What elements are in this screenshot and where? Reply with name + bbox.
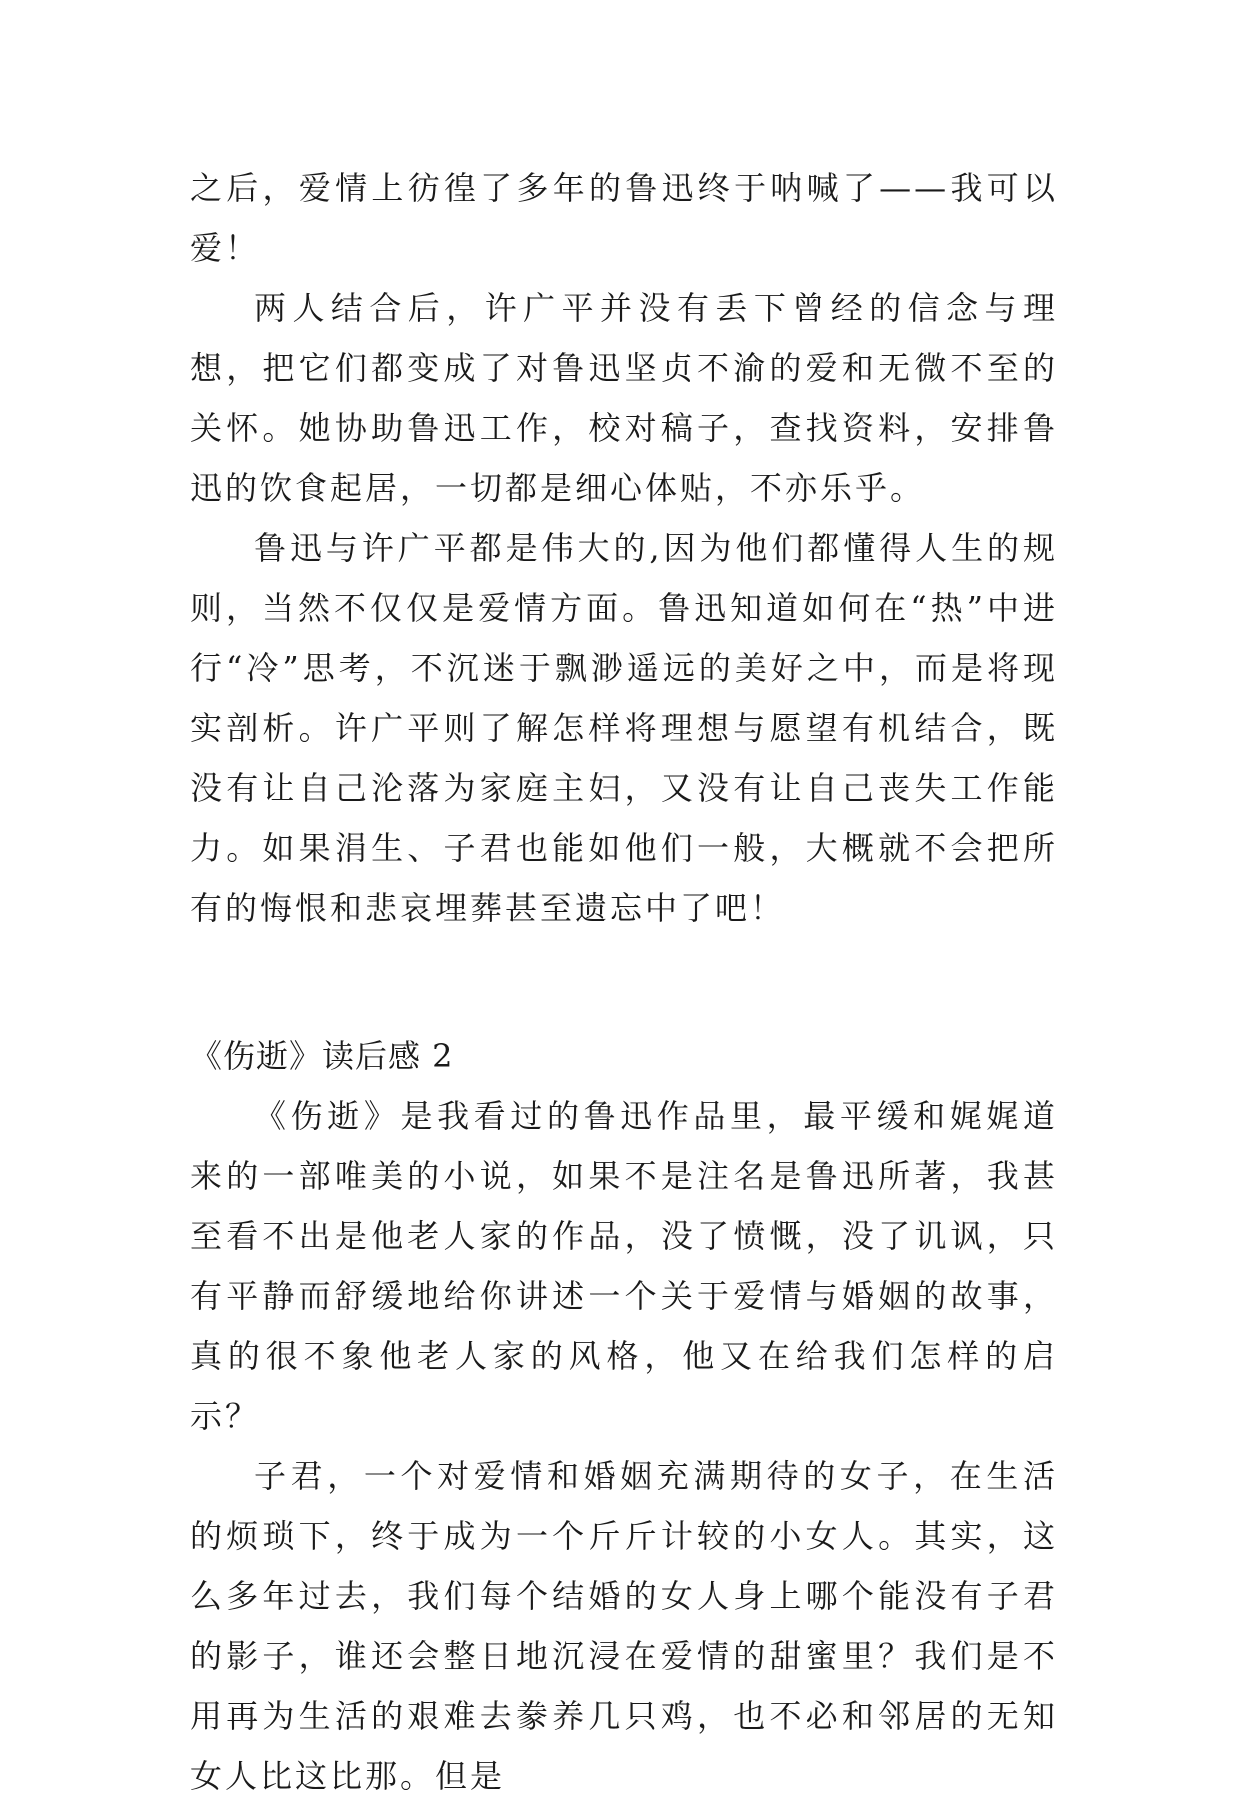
section-spacer bbox=[190, 938, 1058, 1026]
paragraph: 之后，爱情上彷徨了多年的鲁迅终于呐喊了——我可以爱！ bbox=[190, 169, 1058, 267]
paragraph: 《伤逝》是我看过的鲁迅作品里，最平缓和娓娓道来的一部唯美的小说，如果不是注名是鲁迅所著，我甚至看不出是他老人家的作品，没了愤慨，没了讥讽，只有平静而舒缓地给你讲述一个关于爱情与婚姻的故事，真的很不象他老人家的风格，他又在给我们怎样的启示？ bbox=[190, 1097, 1058, 1435]
document-page bbox=[190, 158, 1058, 1806]
paragraph: 两人结合后，许广平并没有丢下曾经的信念与理想，把它们都变成了对鲁迅坚贞不渝的爱和无微不至的关怀。她协助鲁迅工作，校对稿子，查找资料，安排鲁迅的饮食起居，一切都是细心体贴，不亦乐乎。 bbox=[190, 289, 1058, 507]
paragraph: 子君，一个对爱情和婚姻充满期待的女子，在生活的烦琐下，终于成为一个斤斤计较的小女人。其实，这么多年过去，我们每个结婚的女人身上哪个能没有子君的影子，谁还会整日地沉浸在爱情的甜蜜里？我们是不用再为生活的艰难去豢养几只鸡，也不必和邻居的无知女人比这比那。但是 bbox=[190, 1457, 1058, 1795]
paragraph: 鲁迅与许广平都是伟大的,因为他们都懂得人生的规则，当然不仅仅是爱情方面。鲁迅知道如何在“热”中进行“冷”思考，不沉迷于飘渺遥远的美好之中，而是将现实剖析。许广平则了解怎样将理想与愿望有机结合，既没有让自己沦落为家庭主妇，又没有让自己丧失工作能力。如果涓生、子君也能如他们一般，大概就不会把所有的悔恨和悲哀埋葬甚至遗忘中了吧！ bbox=[190, 529, 1058, 927]
section-title: 《伤逝》读后感 2 bbox=[190, 1037, 454, 1075]
